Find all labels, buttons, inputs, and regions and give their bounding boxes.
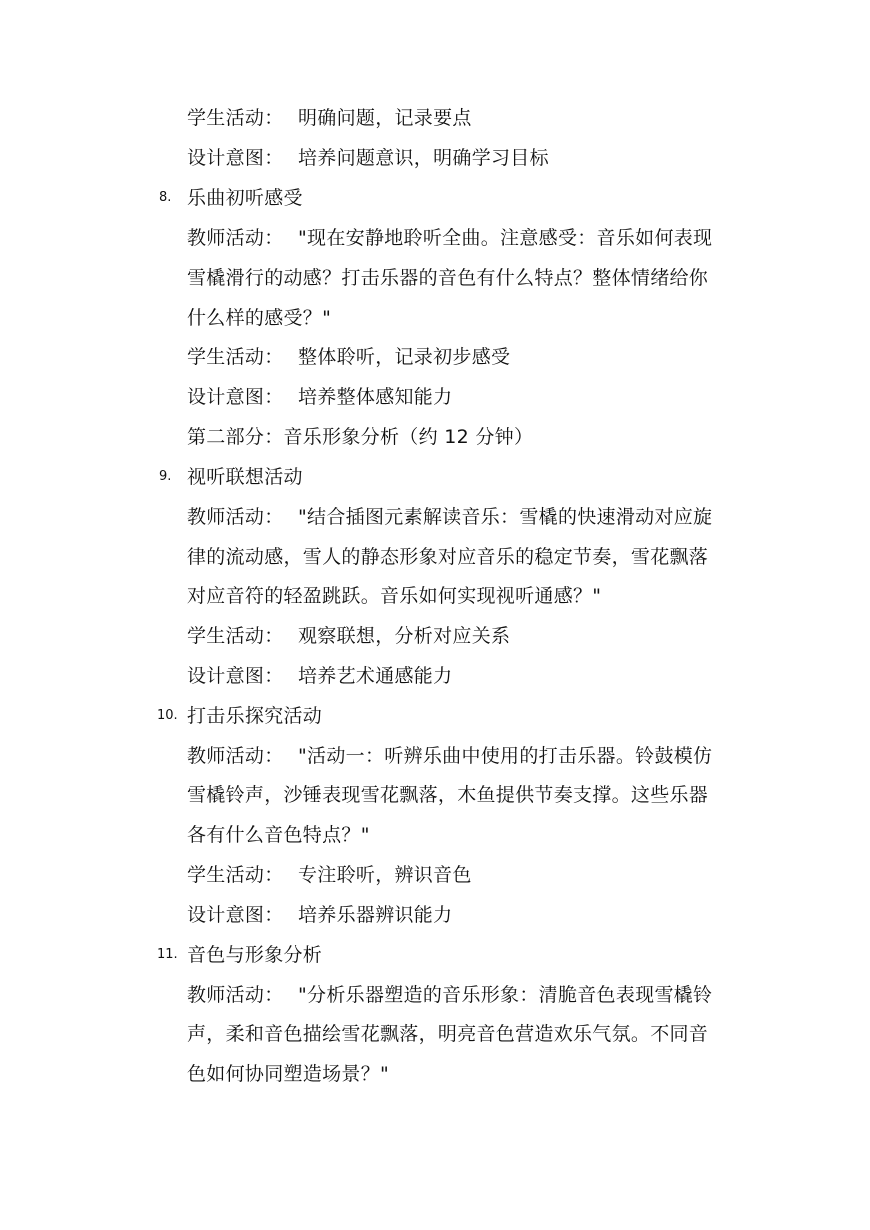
paragraph-line: 声，柔和音色描绘雪花飘落，明亮音色营造欢乐气氛。不同音	[187, 1023, 709, 1045]
paragraph-line: 律的流动感，雪人的静态形象对应音乐的稳定节奏，雪花飘落	[187, 546, 709, 568]
field-text: 明确问题，记录要点	[298, 107, 472, 129]
list-number: 8.	[159, 190, 172, 205]
paragraph-line: 雪橇滑行的动感？打击乐器的音色有什么特点？整体情绪给你	[187, 267, 709, 289]
student-activity-line	[187, 624, 510, 648]
field-label: 学生活动：	[187, 625, 284, 647]
design-intent-line	[187, 385, 452, 409]
student-activity-line	[187, 345, 510, 369]
design-intent-line	[187, 903, 452, 927]
paragraph-line: 雪橇铃声，沙锤表现雪花飘落，木鱼提供节奏支撑。这些乐器	[187, 784, 709, 806]
student-activity-line	[187, 106, 472, 130]
field-label: 学生活动：	[187, 107, 284, 129]
paragraph-line: 什么样的感受？"	[187, 307, 332, 329]
field-text: "分析乐器塑造的音乐形象：清脆音色表现雪橇铃	[298, 984, 713, 1006]
field-label: 设计意图：	[187, 665, 284, 687]
field-label: 学生活动：	[187, 346, 284, 368]
teacher-activity-line	[187, 226, 712, 250]
list-number: 9.	[159, 469, 172, 484]
design-intent-line	[187, 664, 452, 688]
field-text: 培养艺术通感能力	[298, 665, 453, 687]
field-text: "现在安静地聆听全曲。注意感受：音乐如何表现	[298, 227, 713, 249]
teacher-activity-line	[187, 505, 712, 529]
paragraph-line: 色如何协同塑造场景？"	[187, 1063, 390, 1085]
field-text: 观察联想，分析对应关系	[298, 625, 511, 647]
field-text: 专注聆听，辨识音色	[298, 864, 472, 886]
field-text: 培养整体感知能力	[298, 386, 453, 408]
part-heading: 第二部分：音乐形象分析（约 12 分钟）	[187, 426, 534, 448]
paragraph-line: 对应音符的轻盈跳跃。音乐如何实现视听通感？"	[187, 585, 602, 607]
field-text: "结合插图元素解读音乐：雪橇的快速滑动对应旋	[298, 506, 713, 528]
field-label: 设计意图：	[187, 386, 284, 408]
field-label: 教师活动：	[187, 984, 284, 1006]
list-number: 11.	[157, 947, 178, 962]
field-text: 整体聆听，记录初步感受	[298, 346, 511, 368]
teacher-activity-line	[187, 744, 712, 768]
field-label: 教师活动：	[187, 506, 284, 528]
teacher-activity-line	[187, 983, 712, 1007]
field-label: 设计意图：	[187, 147, 284, 169]
field-label: 设计意图：	[187, 904, 284, 926]
paragraph-line: 各有什么音色特点？"	[187, 824, 370, 846]
section-heading: 视听联想活动	[187, 466, 303, 488]
design-intent-line	[187, 146, 549, 170]
list-number: 10.	[157, 708, 178, 723]
field-label: 学生活动：	[187, 864, 284, 886]
section-heading: 音色与形象分析	[187, 944, 323, 966]
student-activity-line	[187, 863, 472, 887]
field-text: 培养乐器辨识能力	[298, 904, 453, 926]
section-heading: 乐曲初听感受	[187, 187, 303, 209]
section-heading: 打击乐探究活动	[187, 705, 323, 727]
field-label: 教师活动：	[187, 745, 284, 767]
field-text: "活动一：听辨乐曲中使用的打击乐器。铃鼓模仿	[298, 745, 713, 767]
field-label: 教师活动：	[187, 227, 284, 249]
field-text: 培养问题意识，明确学习目标	[298, 147, 549, 169]
